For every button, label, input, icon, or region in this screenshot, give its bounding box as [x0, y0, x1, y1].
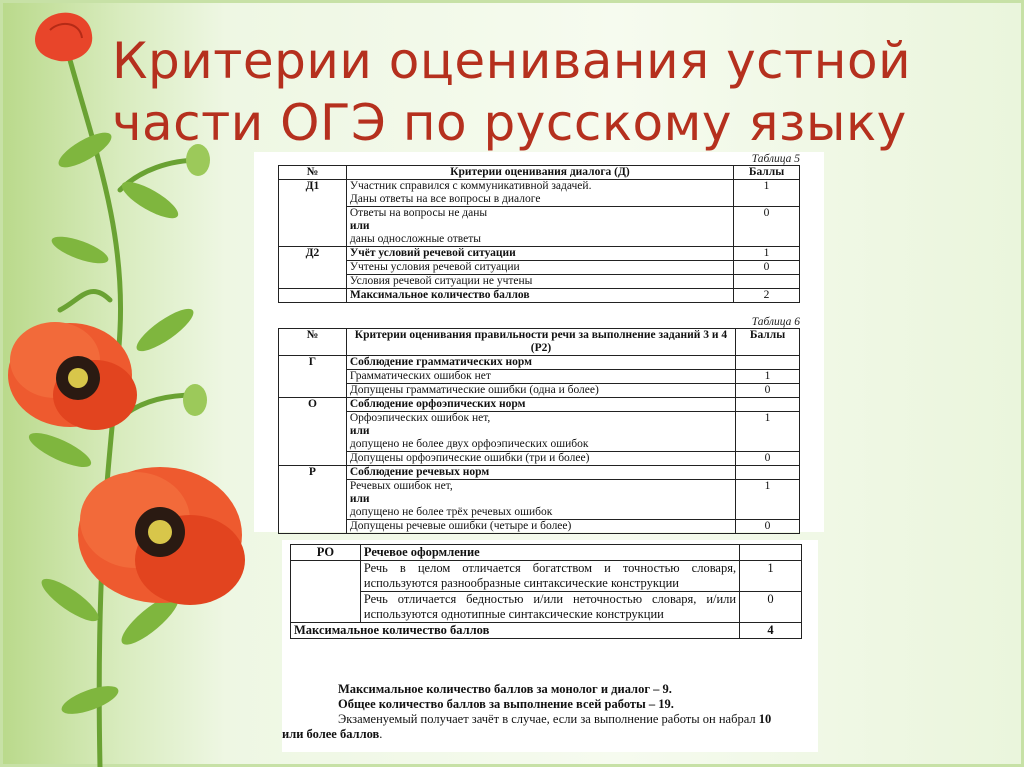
- table6-caption: Таблица 6: [751, 316, 800, 328]
- table6-g-row2: Допущены грамматические ошибки (одна и более): [346, 384, 735, 398]
- table6-g-title: Соблюдение грамматических норм: [346, 356, 735, 370]
- table7-ro-row2: Речь отличается бедностью и/или неточностью словаря, и/или используются однотипные синтаксические конструкции: [360, 592, 739, 623]
- table5-max-label: Максимальное количество баллов: [346, 289, 733, 303]
- table5-dialogue-criteria: [278, 165, 800, 303]
- table5-header-criteria: Критерии оценивания диалога (Д): [346, 166, 733, 180]
- table7-ro-row1-score: 1: [740, 561, 802, 592]
- table5-d1-row1: Участник справился с коммуникативной задачей. Даны ответы на все вопросы в диалоге: [346, 180, 733, 207]
- title-line-1: Критерии оценивания устной: [112, 32, 912, 90]
- table6-header-no: №: [279, 329, 347, 356]
- table6-o-row1-score: 1: [736, 412, 800, 452]
- table7-ro-title-score: [740, 545, 802, 561]
- table7-max-score: 4: [740, 623, 802, 639]
- summary-notes: [282, 682, 782, 742]
- table6-g-row1-score: 1: [736, 370, 800, 384]
- table6-r-title-score: [736, 466, 800, 480]
- table-speech-design: [290, 544, 802, 639]
- table7-code-ro: РО: [291, 545, 361, 561]
- table5-d1-row1-score: 1: [734, 180, 800, 207]
- table6-r-row1-score: 1: [736, 480, 800, 520]
- table5-d2-row1-score: 0: [734, 261, 800, 275]
- table7-ro-row1: Речь в целом отличается богатством и точностью словаря, используются разнообразные синтаксические конструкции: [360, 561, 739, 592]
- table6-r-title: Соблюдение речевых норм: [346, 466, 735, 480]
- table6-o-title-score: [736, 398, 800, 412]
- criteria-tables-panel: [254, 152, 824, 532]
- table6-code-r: Р: [279, 466, 347, 534]
- note-max-monolog-dialog: Максимальное количество баллов за монолог и диалог – 9.: [338, 682, 672, 696]
- table7-ro-empty: [291, 561, 361, 623]
- table6-g-title-score: [736, 356, 800, 370]
- table6-r-row2: Допущены речевые ошибки (четыре и более): [346, 520, 735, 534]
- table6-o-row2: Допущены орфоэпические ошибки (три и более): [346, 452, 735, 466]
- table6-o-row2-score: 0: [736, 452, 800, 466]
- table5-d2-title: Учёт условий речевой ситуации: [346, 247, 733, 261]
- table6-header-criteria: Критерии оценивания правильности речи за выполнение заданий 3 и 4 (Р2): [346, 329, 735, 356]
- table5-d2-row2: Условия речевой ситуации не учтены: [346, 275, 733, 289]
- table7-max-label: Максимальное количество баллов: [291, 623, 740, 639]
- table6-code-o: О: [279, 398, 347, 466]
- table5-header-no: №: [279, 166, 347, 180]
- note-pass-condition: Экзаменуемый получает зачёт в случае, если за выполнение работы он набрал 10 или более баллов.: [282, 712, 772, 741]
- note-total-score: Общее количество баллов за выполнение всей работы – 19.: [338, 697, 674, 711]
- table6-g-row1: Грамматических ошибок нет: [346, 370, 735, 384]
- table5-d1-row2-score: 0: [734, 207, 800, 247]
- table6-header-score: Баллы: [736, 329, 800, 356]
- table6-speech-criteria: [278, 328, 800, 534]
- table6-o-title: Соблюдение орфоэпических норм: [346, 398, 735, 412]
- table5-caption: Таблица 5: [751, 153, 800, 165]
- table6-code-g: Г: [279, 356, 347, 398]
- table6-r-row2-score: 0: [736, 520, 800, 534]
- table5-d1-row2: Ответы на вопросы не даны или даны односложные ответы: [346, 207, 733, 247]
- table5-max-empty: [279, 289, 347, 303]
- table7-ro-title: Речевое оформление: [360, 545, 739, 561]
- table7-ro-row2-score: 0: [740, 592, 802, 623]
- table5-d2-row1: Учтены условия речевой ситуации: [346, 261, 733, 275]
- table6-r-row1: Речевых ошибок нет, или допущено не более трёх речевых ошибок: [346, 480, 735, 520]
- table5-header-score: Баллы: [734, 166, 800, 180]
- table5-code-d1: Д1: [279, 180, 347, 247]
- table5-d2-title-score: 1: [734, 247, 800, 261]
- table6-g-row2-score: 0: [736, 384, 800, 398]
- slide-title: [112, 30, 1012, 154]
- table6-o-row1: Орфоэпических ошибок нет, или допущено не более двух орфоэпических ошибок: [346, 412, 735, 452]
- table5-code-d2: Д2: [279, 247, 347, 289]
- table5-max-score: 2: [734, 289, 800, 303]
- title-line-2: части ОГЭ по русскому языку: [112, 94, 907, 152]
- speech-design-panel: [282, 540, 818, 752]
- table5-d2-row2-score: [734, 275, 800, 289]
